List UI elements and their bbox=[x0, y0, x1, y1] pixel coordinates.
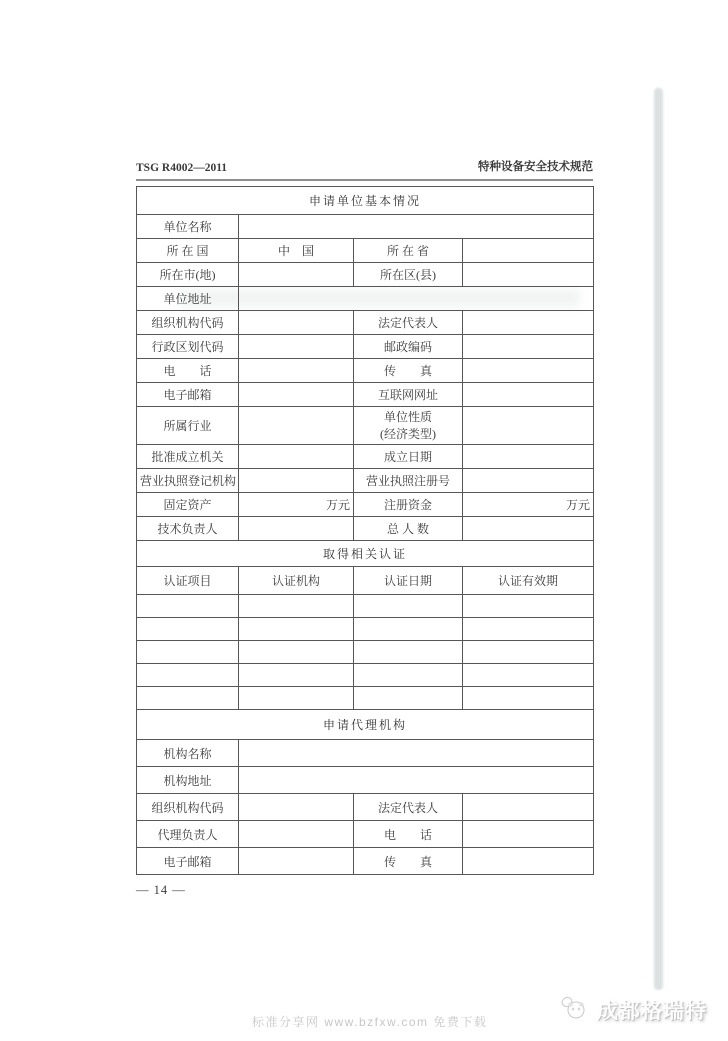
certification-section-title: 取得相关认证 bbox=[137, 541, 594, 567]
label-agency-name: 机构名称 bbox=[137, 740, 239, 767]
cert-cell bbox=[354, 687, 463, 710]
field-agency-address bbox=[239, 767, 594, 794]
cert-cell bbox=[354, 595, 463, 618]
cert-empty-row bbox=[137, 595, 594, 618]
field-address bbox=[239, 287, 594, 311]
table-row bbox=[137, 794, 594, 821]
label-unit-name: 单位名称 bbox=[137, 215, 239, 239]
cert-cell bbox=[137, 664, 239, 687]
cert-cell bbox=[463, 687, 594, 710]
watermark-text: 标准分享网 www.bzfxw.com 免费下载 bbox=[252, 1015, 488, 1029]
field-legal-rep bbox=[463, 311, 594, 335]
field-email bbox=[239, 383, 354, 407]
field-agent-director bbox=[239, 821, 354, 848]
table-row bbox=[137, 407, 594, 445]
label-fixed-assets: 固定资产 bbox=[137, 493, 239, 517]
table-row bbox=[137, 311, 594, 335]
label-city: 所在市(地) bbox=[137, 263, 239, 287]
label-admin-div-code: 行政区划代码 bbox=[137, 335, 239, 359]
field-license-org bbox=[239, 469, 354, 493]
agency-section-title: 申请代理机构 bbox=[137, 710, 594, 740]
field-license-no bbox=[463, 469, 594, 493]
label-license-no: 营业执照注册号 bbox=[354, 469, 463, 493]
field-industry bbox=[239, 407, 354, 445]
label-industry: 所属行业 bbox=[137, 407, 239, 445]
field-admin-div-code bbox=[239, 335, 354, 359]
field-province bbox=[463, 239, 594, 263]
label-district: 所在区(县) bbox=[354, 263, 463, 287]
field-agency-org-code bbox=[239, 794, 354, 821]
field-registered-capital-wanyuan: 万元 bbox=[463, 493, 594, 517]
cert-cell bbox=[354, 641, 463, 664]
page-number: — 14 — bbox=[136, 883, 186, 897]
cert-cell bbox=[354, 618, 463, 641]
cert-cell bbox=[463, 641, 594, 664]
label-country: 所 在 国 bbox=[137, 239, 239, 263]
label-province: 所 在 省 bbox=[354, 239, 463, 263]
cert-empty-row bbox=[137, 664, 594, 687]
table-row bbox=[137, 567, 594, 595]
scan-edge-shadow bbox=[654, 88, 663, 990]
logo-text: 成都格瑞特 bbox=[597, 999, 707, 1023]
label-phone: 电 话 bbox=[137, 359, 239, 383]
panda-logo-icon bbox=[558, 994, 592, 1027]
label-total-staff: 总 人 数 bbox=[354, 517, 463, 541]
cert-cell bbox=[239, 687, 354, 710]
field-tech-director bbox=[239, 517, 354, 541]
cert-header-project: 认证项目 bbox=[137, 567, 239, 595]
table-row bbox=[137, 767, 594, 794]
cert-cell bbox=[354, 664, 463, 687]
label-address: 单位地址 bbox=[137, 287, 239, 311]
label-agency-fax: 传 真 bbox=[354, 848, 463, 875]
label-org-code: 组织机构代码 bbox=[137, 311, 239, 335]
doc-code: TSG R4002—2011 bbox=[136, 162, 228, 174]
label-legal-rep: 法定代表人 bbox=[354, 311, 463, 335]
field-city bbox=[239, 263, 354, 287]
field-total-staff bbox=[463, 517, 594, 541]
field-org-code bbox=[239, 311, 354, 335]
field-district bbox=[463, 263, 594, 287]
cert-cell bbox=[463, 618, 594, 641]
cert-empty-row bbox=[137, 687, 594, 710]
label-agency-address: 机构地址 bbox=[137, 767, 239, 794]
label-tech-director: 技术负责人 bbox=[137, 517, 239, 541]
label-agency-email: 电子邮箱 bbox=[137, 848, 239, 875]
cert-cell bbox=[239, 595, 354, 618]
table-row bbox=[137, 215, 594, 239]
field-website bbox=[463, 383, 594, 407]
label-founding-date: 成立日期 bbox=[354, 445, 463, 469]
label-website: 互联网网址 bbox=[354, 383, 463, 407]
cert-cell bbox=[137, 595, 239, 618]
label-unit-type bbox=[354, 407, 463, 445]
table-row bbox=[137, 848, 594, 875]
table-row bbox=[137, 263, 594, 287]
field-agency-legal-rep bbox=[463, 794, 594, 821]
label-approval-org: 批准成立机关 bbox=[137, 445, 239, 469]
unit-section-title: 申请单位基本情况 bbox=[137, 187, 594, 215]
label-registered-capital: 注册资金 bbox=[354, 493, 463, 517]
label-agent-director: 代理负责人 bbox=[137, 821, 239, 848]
field-unit-type bbox=[463, 407, 594, 445]
table-row bbox=[137, 287, 594, 311]
table-row bbox=[137, 469, 594, 493]
field-agency-email bbox=[239, 848, 354, 875]
table-row bbox=[137, 239, 594, 263]
cert-header-agency: 认证机构 bbox=[239, 567, 354, 595]
table-row bbox=[137, 541, 594, 567]
field-approval-org bbox=[239, 445, 354, 469]
label-fax: 传 真 bbox=[354, 359, 463, 383]
table-row bbox=[137, 359, 594, 383]
application-form-table bbox=[136, 186, 594, 875]
cert-header-validity: 认证有效期 bbox=[463, 567, 594, 595]
value-country: 中 国 bbox=[239, 239, 354, 263]
table-row bbox=[137, 517, 594, 541]
field-agency-fax bbox=[463, 848, 594, 875]
cert-empty-row bbox=[137, 618, 594, 641]
field-agency-name bbox=[239, 740, 594, 767]
table-row bbox=[137, 710, 594, 740]
field-fixed-assets-wanyuan: 万元 bbox=[239, 493, 354, 517]
cert-cell bbox=[137, 618, 239, 641]
cert-empty-row bbox=[137, 641, 594, 664]
field-postal-code bbox=[463, 335, 594, 359]
table-row bbox=[137, 383, 594, 407]
cert-header-date: 认证日期 bbox=[354, 567, 463, 595]
table-row bbox=[137, 740, 594, 767]
cert-cell bbox=[239, 641, 354, 664]
field-founding-date bbox=[463, 445, 594, 469]
doc-title: 特种设备安全技术规范 bbox=[478, 161, 593, 173]
cert-cell bbox=[137, 687, 239, 710]
cert-cell bbox=[239, 664, 354, 687]
label-agency-org-code: 组织机构代码 bbox=[137, 794, 239, 821]
page-header bbox=[136, 158, 593, 181]
field-fax bbox=[463, 359, 594, 383]
cert-cell bbox=[463, 595, 594, 618]
label-agency-legal-rep: 法定代表人 bbox=[354, 794, 463, 821]
label-unit-type-line1: 单位性质 bbox=[383, 410, 432, 425]
cert-cell bbox=[239, 618, 354, 641]
field-phone bbox=[239, 359, 354, 383]
label-email: 电子邮箱 bbox=[137, 383, 239, 407]
label-unit-type-line2: (经济类型) bbox=[380, 426, 436, 441]
cert-cell bbox=[137, 641, 239, 664]
table-row bbox=[137, 187, 594, 215]
cert-cell bbox=[463, 664, 594, 687]
table-row bbox=[137, 821, 594, 848]
field-agency-phone bbox=[463, 821, 594, 848]
label-postal-code: 邮政编码 bbox=[354, 335, 463, 359]
table-row bbox=[137, 445, 594, 469]
label-license-org: 营业执照登记机构 bbox=[137, 469, 239, 493]
brand-logo bbox=[558, 990, 723, 1030]
field-unit-name bbox=[239, 215, 594, 239]
label-agency-phone: 电 话 bbox=[354, 821, 463, 848]
table-row bbox=[137, 493, 594, 517]
table-row bbox=[137, 335, 594, 359]
